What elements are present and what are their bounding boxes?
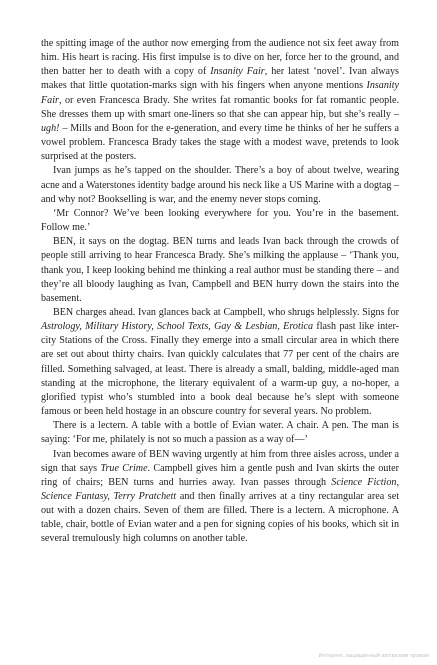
italic-text: Astrology, Military History, School Texts, Gay & Lesbian, Erotica	[41, 321, 314, 333]
paragraph-1: the spitting image of the author now emerging from the audience not six feet away from him. His heart is racing. His first impulse is to dive on her, force her to the ground, and then batter her to death with a copy of Insanity Fair, her latest ‘novel’. Ivan always makes that little quotation-marks sign with his fingers when anyone mentions Insanity Fair, or even Francesca Brady. She writes fat romantic books for fat romantic people. She dresses them up with smart one-liners so that she can appear hip, but she’s really – ugh! – Mills and Boon for the e-generation, and every time he thinks of her he suffers a vowel problem. Francesca Brady takes the stage with a modest wave, pretends to look surprised at the posters.	[41, 38, 399, 163]
italic-text: Science Fiction, Science Fantasy, Terry Pratchett	[41, 476, 399, 502]
footer-watermark: Интернет, защищённый авторским правом	[318, 653, 429, 659]
paragraph-4: BEN, it says on the dogtag. BEN turns and leads Ivan back through the crowds of people still arriving to hear Francesca Brady. She’s milking the applause – ‘Thank you, thank you, I keep looking behind me thinking a real author must be standing there – and they’re all bloody laughing as Ivan, Campbell and BEN hurry down the stairs into the basement.	[41, 236, 399, 304]
page-body	[41, 37, 399, 547]
italic-text: ugh!	[41, 122, 60, 134]
italic-text: Insanity Fair	[41, 80, 399, 106]
paragraph-5: BEN charges ahead. Ivan glances back at Campbell, who shrugs helplessly. Signs for Astrology, Military History, School Texts, Gay & Lesbian, Erotica flash past like inter-city Stations of the Cross. Finally they emerge into a small circular area in which there are set out about thirty chairs. Ivan quickly calculates that 77 per cent of the chairs are filled. Something salvaged, at least. There is already a small, balding, middle-aged man standing at the microphone, the literary equivalent of a warm-up guy, a no-hoper, a glorified typist who’s stumbled into a book deal because he’s slept with someone famous or been held hostage in an obscure country for several years. No problem.	[41, 306, 399, 418]
italic-text: True Crime	[100, 462, 148, 474]
paragraph-2: Ivan jumps as he’s tapped on the shoulder. There’s a boy of about twelve, wearing acne and a Waterstones identity badge around his neck like a US Marine with a dogtag – and why not? Bookselling is war, and the enemy never stops coming.	[41, 165, 399, 205]
italic-text: Insanity Fair	[210, 66, 265, 78]
paragraph-6: There is a lectern. A table with a bottle of Evian water. A chair. A pen. The man is saying: ‘For me, philately is not so much a passion as a way of—’	[41, 420, 399, 446]
paragraph-3: ‘Mr Connor? We’ve been looking everywhere for you. You’re in the basement. Follow me.’	[41, 207, 399, 234]
paragraph-7: Ivan becomes aware of BEN waving urgently at him from three aisles across, under a sign that says True Crime. Campbell gives him a gentle push and Ivan skirts the outer ring of chairs; BEN turns and hurries away. Ivan passes through Science Fiction, Science Fantasy, Terry Pratchett and then finally arrives at a tiny rectangular area set out with a dozen chairs. Seven of them are filled. There is a lectern. A microphone. A table, chair, bottle of Evian water and a pen for signing copies of his books, which sit in several tremulously high columns on another table.	[41, 448, 400, 545]
